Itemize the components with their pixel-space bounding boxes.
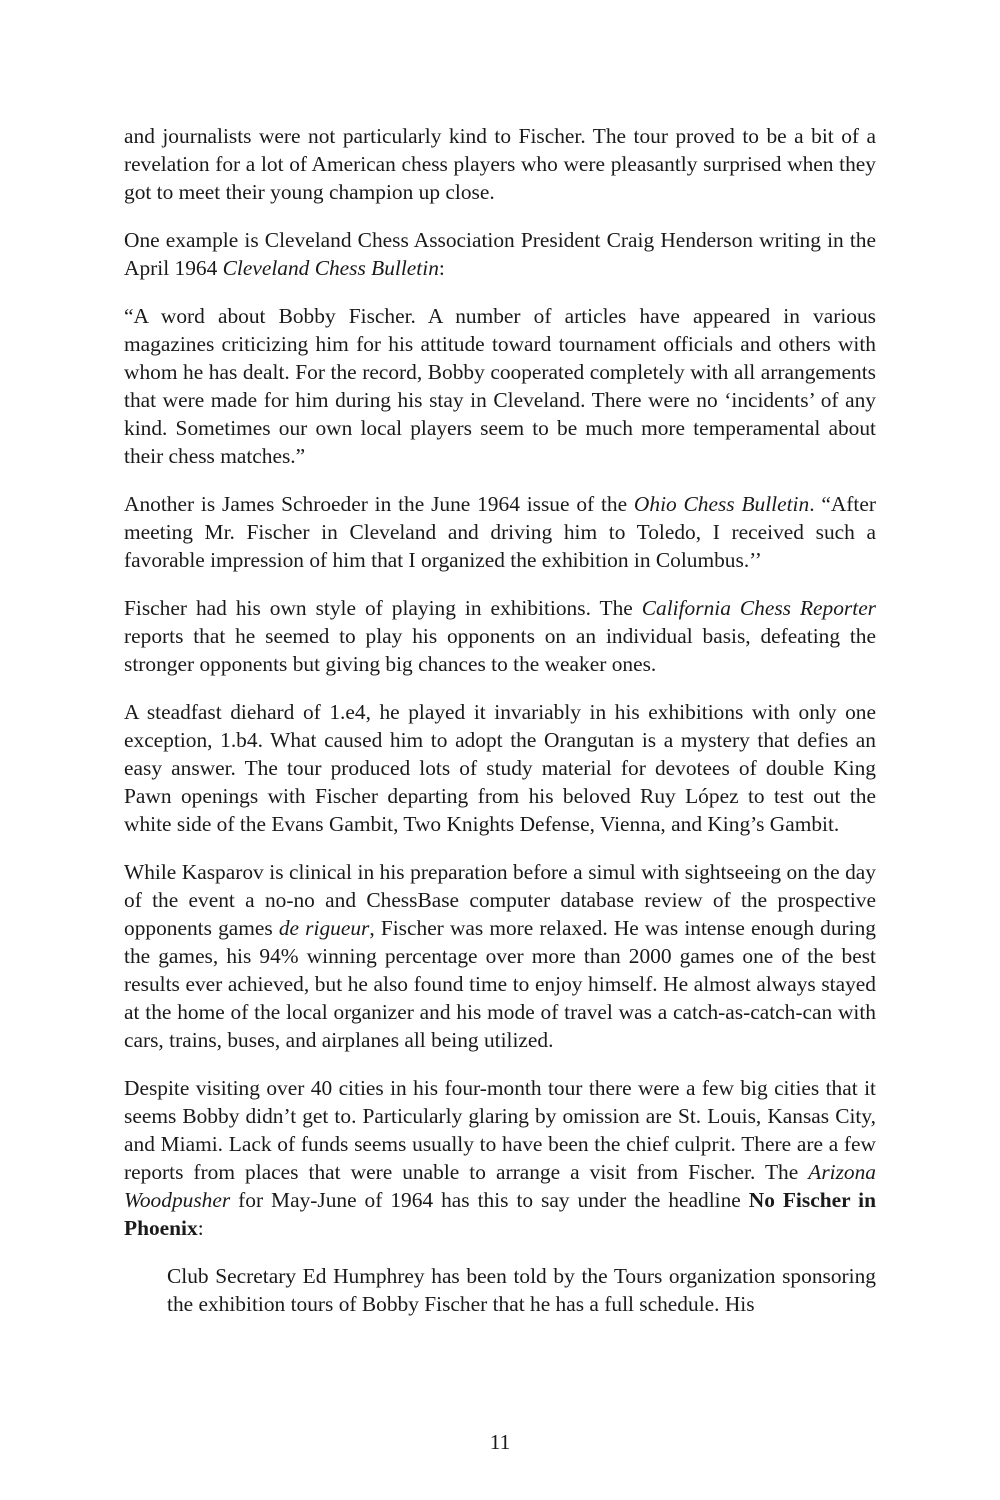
headline: No Fischer in Phoenix <box>124 1188 876 1240</box>
paragraph-text: “A word about Bobby Fischer. A number of articles have appeared in various magazines criticizing him for his attitude toward tournament officials and others with whom he has dealt. For the record, Bobby cooperated completely with all arrangements that were made for him during his stay in Cleveland. There were no ‘incidents’ of any kind. Sometimes our own local players seem to be much more temperamental about their chess matches.” <box>124 304 876 468</box>
paragraph-text: Another is James Schroeder in the June 1964 issue of the <box>124 492 634 516</box>
page-number: 11 <box>489 1430 511 1454</box>
paragraph-kasparov <box>124 858 876 1054</box>
paragraph-schroeder <box>124 490 876 574</box>
publication-title: Arizona Woodpusher <box>124 1160 876 1212</box>
paragraph-exhibition-style <box>124 594 876 678</box>
publication-title: California Chess Reporter <box>641 596 877 620</box>
italic-phrase: de rigueur <box>278 916 370 940</box>
paragraph-text: and journalists were not particularly kind to Fischer. The tour proved to be a bit of a revelation for a lot of American chess players who were pleasantly surprised when they got to meet their young champion up close. <box>124 124 876 204</box>
paragraph-text: While Kasparov is clinical in his preparation before a simul with sightseeing on the day of the event a no-no and ChessBase computer database review of the prospective opponents games <box>124 860 876 940</box>
paragraph-journalists <box>124 122 876 206</box>
chess-move: 1.e4 <box>329 700 366 724</box>
paragraph-text: . What caused him to adopt the Orangutan is a mystery that defies an easy answer. The tour produced lots of study material for devotees of double King Pawn openings with Fischer departing from his beloved Ruy López to test out the white side of the Evans Gambit, Two Knights Defense, Vienna, and King’s Gambit. <box>124 728 876 836</box>
page-body <box>124 122 876 1338</box>
paragraph-text: for May-June of 1964 has this to say under the headline <box>230 1188 749 1212</box>
block-quote-humphrey <box>167 1262 876 1318</box>
paragraph-text: A steadfast diehard of <box>124 700 330 724</box>
paragraph-text: One example is Cleveland Chess Association President Craig Henderson writing in the April 1964 <box>124 228 876 280</box>
paragraph-text: , he played it invariably in his exhibitions with only one exception, <box>124 700 876 752</box>
paragraph-text: : <box>438 256 445 280</box>
paragraph-cities <box>124 1074 876 1242</box>
paragraph-text: Club Secretary Ed Humphrey has been told by the Tours organization sponsoring the exhibition tours of Bobby Fischer that he has a full schedule. His <box>167 1264 876 1316</box>
paragraph-text: . “After meeting Mr. Fischer in Cleveland and driving him to Toledo, I received such a favorable impression of him that I organized the exhibition in Columbus.’’ <box>124 492 876 572</box>
paragraph-henderson-quote <box>124 302 876 470</box>
paragraph-text: reports that he seemed to play his opponents on an individual basis, defeating the stronger opponents but giving big chances to the weaker ones. <box>124 624 876 676</box>
paragraph-openings <box>124 698 876 838</box>
paragraph-text: : <box>197 1216 204 1240</box>
paragraph-text: , Fischer was more relaxed. He was intense enough during the games, his 94% winning percentage over more than 2000 games one of the best results ever achieved, but he also found time to enjoy himself. He almost always stayed at the home of the local organizer and his mode of travel was a catch-as-catch-can with cars, trains, buses, and airplanes all being utilized. <box>124 916 876 1052</box>
paragraph-henderson <box>124 226 876 282</box>
chess-move: 1.b4 <box>220 728 258 752</box>
publication-title: Cleveland Chess Bulletin <box>222 256 439 280</box>
paragraph-text: Fischer had his own style of playing in exhibitions. The <box>124 596 642 620</box>
paragraph-text: Despite visiting over 40 cities in his four-month tour there were a few big cities that it seems Bobby didn’t get to. Particularly glaring by omission are St. Louis, Kansas City, and Miami. Lack of funds seems usually to have been the chief culprit. There are a few reports from places that were unable to arrange a visit from Fischer. The <box>124 1076 876 1184</box>
publication-title: Ohio Chess Bulletin <box>633 492 810 516</box>
